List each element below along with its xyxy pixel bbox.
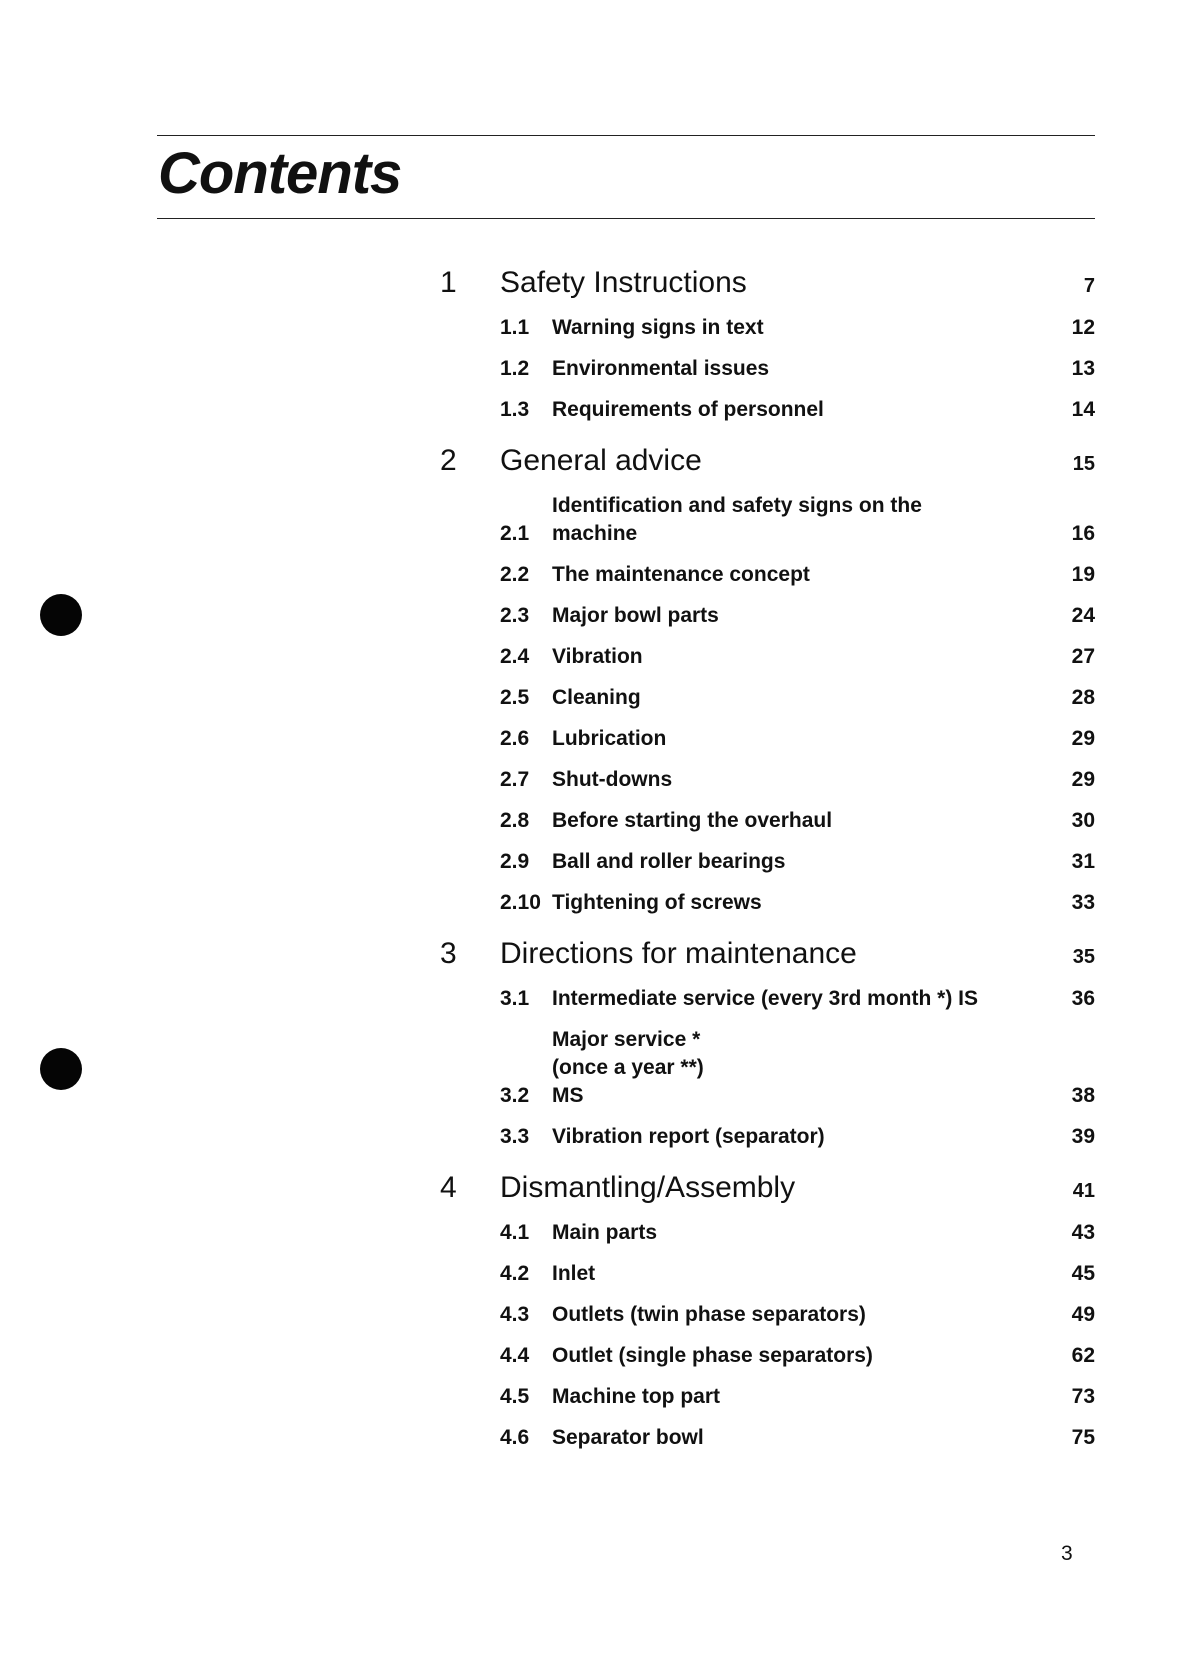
section-page: 24 xyxy=(1071,604,1095,627)
section-title: Ball and roller bearings xyxy=(552,850,786,873)
section-title: Main parts xyxy=(552,1221,658,1244)
section-page: 16 xyxy=(1071,522,1095,545)
toc-section[interactable] xyxy=(500,889,1095,917)
toc-section[interactable] xyxy=(500,643,1095,671)
toc-section[interactable] xyxy=(500,725,1095,753)
toc-section[interactable] xyxy=(500,807,1095,835)
section-title: Intermediate service (every 3rd month *) IS xyxy=(552,987,978,1010)
section-number: 1.3 xyxy=(500,398,530,421)
chapter-page: 7 xyxy=(1083,275,1095,297)
section-page: 13 xyxy=(1071,357,1095,380)
chapter-number: 3 xyxy=(440,937,457,970)
section-number: 3.2 xyxy=(500,1084,530,1107)
section-number: 2.10 xyxy=(500,891,541,914)
section-number: 3.3 xyxy=(500,1125,530,1148)
section-title: Tightening of screws xyxy=(552,891,762,914)
toc-section[interactable] xyxy=(500,602,1095,630)
section-page: 45 xyxy=(1071,1262,1095,1285)
section-page: 36 xyxy=(1071,987,1095,1010)
toc-section[interactable] xyxy=(500,1260,1095,1288)
toc-section[interactable] xyxy=(500,492,1095,548)
section-title: Identification and safety signs on the machine xyxy=(552,494,922,545)
section-number: 1.1 xyxy=(500,316,530,339)
toc-section[interactable] xyxy=(500,1342,1095,1370)
toc-section[interactable] xyxy=(500,1301,1095,1329)
toc-chapter[interactable] xyxy=(440,1171,1095,1205)
section-page: 73 xyxy=(1071,1385,1095,1408)
chapter-page: 35 xyxy=(1072,946,1095,968)
section-title: Vibration report (separator) xyxy=(552,1125,825,1148)
section-title: Shut-downs xyxy=(552,768,673,791)
section-number: 4.3 xyxy=(500,1303,530,1326)
section-number: 2.6 xyxy=(500,727,530,750)
toc-section[interactable] xyxy=(500,848,1095,876)
section-page: 29 xyxy=(1071,727,1095,750)
section-number: 2.3 xyxy=(500,604,530,627)
section-title: Separator bowl xyxy=(552,1426,704,1449)
page-title: Contents xyxy=(158,141,402,206)
section-page: 33 xyxy=(1071,891,1095,914)
section-title: Inlet xyxy=(552,1262,596,1285)
toc-section[interactable] xyxy=(500,985,1095,1013)
toc-section[interactable] xyxy=(500,684,1095,712)
page-number: 3 xyxy=(1061,1542,1073,1565)
toc-section[interactable] xyxy=(500,1026,1095,1110)
chapter-number: 2 xyxy=(440,444,457,477)
section-title: Vibration xyxy=(552,645,643,668)
toc-section[interactable] xyxy=(500,396,1095,424)
section-title: The maintenance concept xyxy=(552,563,810,586)
section-number: 4.6 xyxy=(500,1426,530,1449)
section-number: 2.1 xyxy=(500,522,530,545)
section-page: 28 xyxy=(1071,686,1095,709)
chapter-number: 4 xyxy=(440,1171,457,1204)
chapter-title: Directions for maintenance xyxy=(500,937,857,970)
section-number: 3.1 xyxy=(500,987,530,1010)
section-title: Major service * (once a year **) MS xyxy=(552,1028,704,1107)
section-number: 2.7 xyxy=(500,768,530,791)
section-page: 43 xyxy=(1071,1221,1095,1244)
chapter-title: Safety Instructions xyxy=(500,266,747,299)
punch-hole-bottom xyxy=(40,1048,82,1090)
toc-section[interactable] xyxy=(500,314,1095,342)
section-title: Lubrication xyxy=(552,727,667,750)
section-title: Before starting the overhaul xyxy=(552,809,833,832)
table-of-contents xyxy=(440,266,1095,1452)
section-page: 30 xyxy=(1071,809,1095,832)
toc-section[interactable] xyxy=(500,1219,1095,1247)
chapter-number: 1 xyxy=(440,266,457,299)
chapter-title: Dismantling/Assembly xyxy=(500,1171,796,1204)
section-page: 62 xyxy=(1071,1344,1095,1367)
section-number: 2.9 xyxy=(500,850,530,873)
section-title: Outlet (single phase separators) xyxy=(552,1344,873,1367)
toc-section[interactable] xyxy=(500,355,1095,383)
section-number: 1.2 xyxy=(500,357,530,380)
section-title: Environmental issues xyxy=(552,357,770,380)
section-page: 12 xyxy=(1071,316,1095,339)
title-underline xyxy=(157,218,1095,219)
chapter-page: 41 xyxy=(1072,1180,1095,1202)
toc-chapter[interactable] xyxy=(440,266,1095,300)
section-page: 38 xyxy=(1071,1084,1095,1107)
section-page: 31 xyxy=(1071,850,1095,873)
section-page: 49 xyxy=(1071,1303,1095,1326)
toc-chapter[interactable] xyxy=(440,937,1095,971)
section-title: Major bowl parts xyxy=(552,604,719,627)
top-rule xyxy=(157,135,1095,136)
section-number: 2.8 xyxy=(500,809,530,832)
section-page: 75 xyxy=(1071,1426,1095,1449)
toc-section[interactable] xyxy=(500,1383,1095,1411)
toc-section[interactable] xyxy=(500,1123,1095,1151)
section-number: 2.5 xyxy=(500,686,530,709)
section-title: Outlets (twin phase separators) xyxy=(552,1303,866,1326)
section-page: 29 xyxy=(1071,768,1095,791)
section-number: 4.4 xyxy=(500,1344,530,1367)
section-title: Requirements of personnel xyxy=(552,398,824,421)
section-number: 2.4 xyxy=(500,645,530,668)
section-title: Warning signs in text xyxy=(552,316,764,339)
punch-hole-top xyxy=(40,594,82,636)
chapter-title: General advice xyxy=(500,444,702,477)
section-number: 4.1 xyxy=(500,1221,530,1244)
section-number: 2.2 xyxy=(500,563,530,586)
section-number: 4.2 xyxy=(500,1262,530,1285)
toc-chapter[interactable] xyxy=(440,444,1095,478)
section-page: 14 xyxy=(1071,398,1095,421)
section-title: Cleaning xyxy=(552,686,641,709)
toc-section[interactable] xyxy=(500,1424,1095,1452)
toc-section[interactable] xyxy=(500,561,1095,589)
toc-section[interactable] xyxy=(500,766,1095,794)
section-page: 39 xyxy=(1071,1125,1095,1148)
chapter-page: 15 xyxy=(1072,453,1095,475)
section-page: 27 xyxy=(1071,645,1095,668)
section-title: Machine top part xyxy=(552,1385,721,1408)
section-number: 4.5 xyxy=(500,1385,530,1408)
section-page: 19 xyxy=(1071,563,1095,586)
